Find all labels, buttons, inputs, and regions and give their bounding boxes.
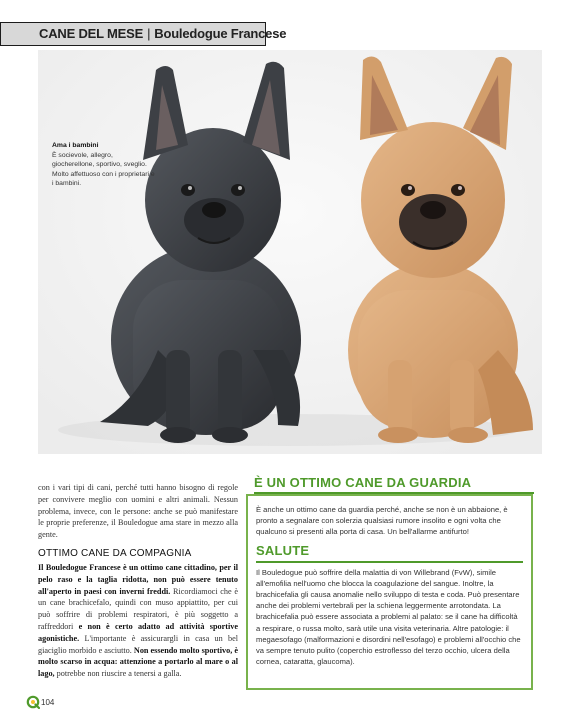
page-number: 104	[41, 697, 55, 707]
magazine-logo-icon	[26, 695, 40, 709]
section-label: CANE DEL MESE	[39, 26, 144, 41]
companion-subheading: OTTIMO CANE DA COMPAGNIA	[38, 547, 192, 559]
companion-text-1: Ricordiamoci che è un cane brachicefalo, quindi con muso appiattito, per cui può soffrire di problemi respiratori, è più soggetto a raffreddori	[38, 586, 238, 631]
companion-bold-2: e non è certo adatto ad attività sportive agonistiche.	[38, 621, 238, 643]
caption-title: Ama i bambini	[52, 142, 99, 149]
companion-bold-3: Non essendo molto sportivo, è molto scarso in acqua: attenzione a portarlo al mare o al lago,	[38, 645, 238, 679]
dogs-photo	[38, 50, 542, 454]
companion-paragraph	[38, 562, 238, 680]
page-footer	[26, 695, 54, 709]
guard-paragraph: È anche un ottimo cane da guardia perché, anche se non è un abbaione, è pronto a segnalare con solerzia qualsiasi rumore insolito e ogni volta che qualcuno si presenti alla porta di casa. Un bell'allarme antifurto!	[256, 505, 508, 537]
info-box	[246, 494, 533, 690]
health-paragraph: Il Bouledogue può soffrire della malattia di von Willebrand (FvW), simile all'emofilia nell'uomo che blocca la coagulazione del sangue. Inoltre, la brachicefalia gli causa anomalie nello sviluppo di testa e coda. Può presentare anche dei problemi vertebrali per la schiena leggermente arrotondata. La brachicefalia può essere associata a problemi al palato: se il cane ha difficoltà a respirare, o russa molto, sarà utile una visita veterinaria. Altre patologie: il megaesofago (malformazioni e disordini nell'esofago) e problemi all'occhio che va sempre tenuto pulito (coperchio estroflesso del terzo occhio, ulcera della cornea, cataratta, glaucoma).	[256, 567, 521, 667]
header-separator: |	[147, 26, 151, 41]
breed-title: Bouledogue Francese	[154, 26, 287, 41]
two-french-bulldogs-illustration	[38, 50, 542, 454]
guard-heading: È UN OTTIMO CANE DA GUARDIA	[254, 474, 534, 494]
caption-body: È socievole, allegro, giocherellone, sportivo, sveglio. Molto affettuoso con i proprietari e i bambini.	[52, 151, 155, 188]
section-header	[0, 22, 287, 46]
health-heading: SALUTE	[256, 543, 523, 563]
left-column	[38, 482, 238, 680]
companion-text-2: L'importante è assicurargli in casa un bel giaciglio morbido e asciutto.	[38, 633, 238, 655]
intro-paragraph: con i vari tipi di cani, perché tutti hanno bisogno di regole per convivere meglio con uomini e altri animali. Nessun problema, invece, con le persone: anche se può manifestare le proprie preferenze, il Bouledogue ama stare in mezzo alla gente.	[38, 483, 238, 540]
photo-caption	[52, 141, 157, 189]
companion-bold-1: Il Bouledogue Francese è un ottimo cane cittadino, per il pelo raso e la taglia ridotta, non può essere tenuto all'aperto in paesi con inverni freddi.	[38, 562, 238, 596]
companion-text-3: potrebbe non riuscire a tenersi a galla.	[54, 669, 182, 679]
